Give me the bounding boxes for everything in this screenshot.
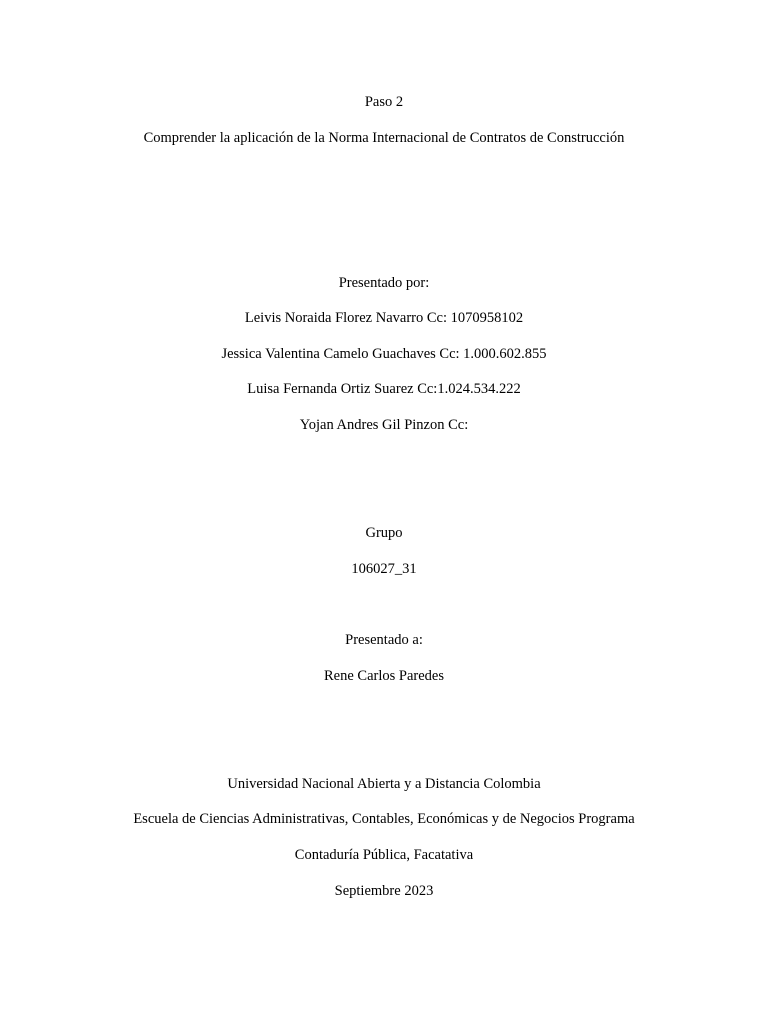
authors-heading: Presentado por:	[338, 275, 430, 291]
program-name: Contaduría Pública, Facatativa	[294, 847, 474, 863]
group-label: Grupo	[365, 525, 403, 541]
document-subtitle: Comprender la aplicación de la Norma Internacional de Contratos de Construcción	[143, 130, 625, 146]
step-title: Paso 2	[364, 94, 404, 110]
author-3: Luisa Fernanda Ortiz Suarez Cc:1.024.534.222	[247, 381, 521, 397]
document-date: Septiembre 2023	[334, 883, 434, 899]
group-number: 106027_31	[351, 561, 417, 577]
tutor-heading: Presentado a:	[345, 632, 423, 648]
author-2: Jessica Valentina Camelo Guachaves Cc: 1.000.602.855	[221, 346, 547, 362]
school-name: Escuela de Ciencias Administrativas, Contables, Económicas y de Negocios Programa	[133, 811, 635, 827]
author-4: Yojan Andres Gil Pinzon Cc:	[299, 417, 469, 433]
university-name: Universidad Nacional Abierta y a Distancia Colombia	[227, 776, 541, 792]
tutor-name: Rene Carlos Paredes	[324, 668, 444, 684]
author-1: Leivis Noraida Florez Navarro Cc: 1070958102	[244, 310, 524, 326]
